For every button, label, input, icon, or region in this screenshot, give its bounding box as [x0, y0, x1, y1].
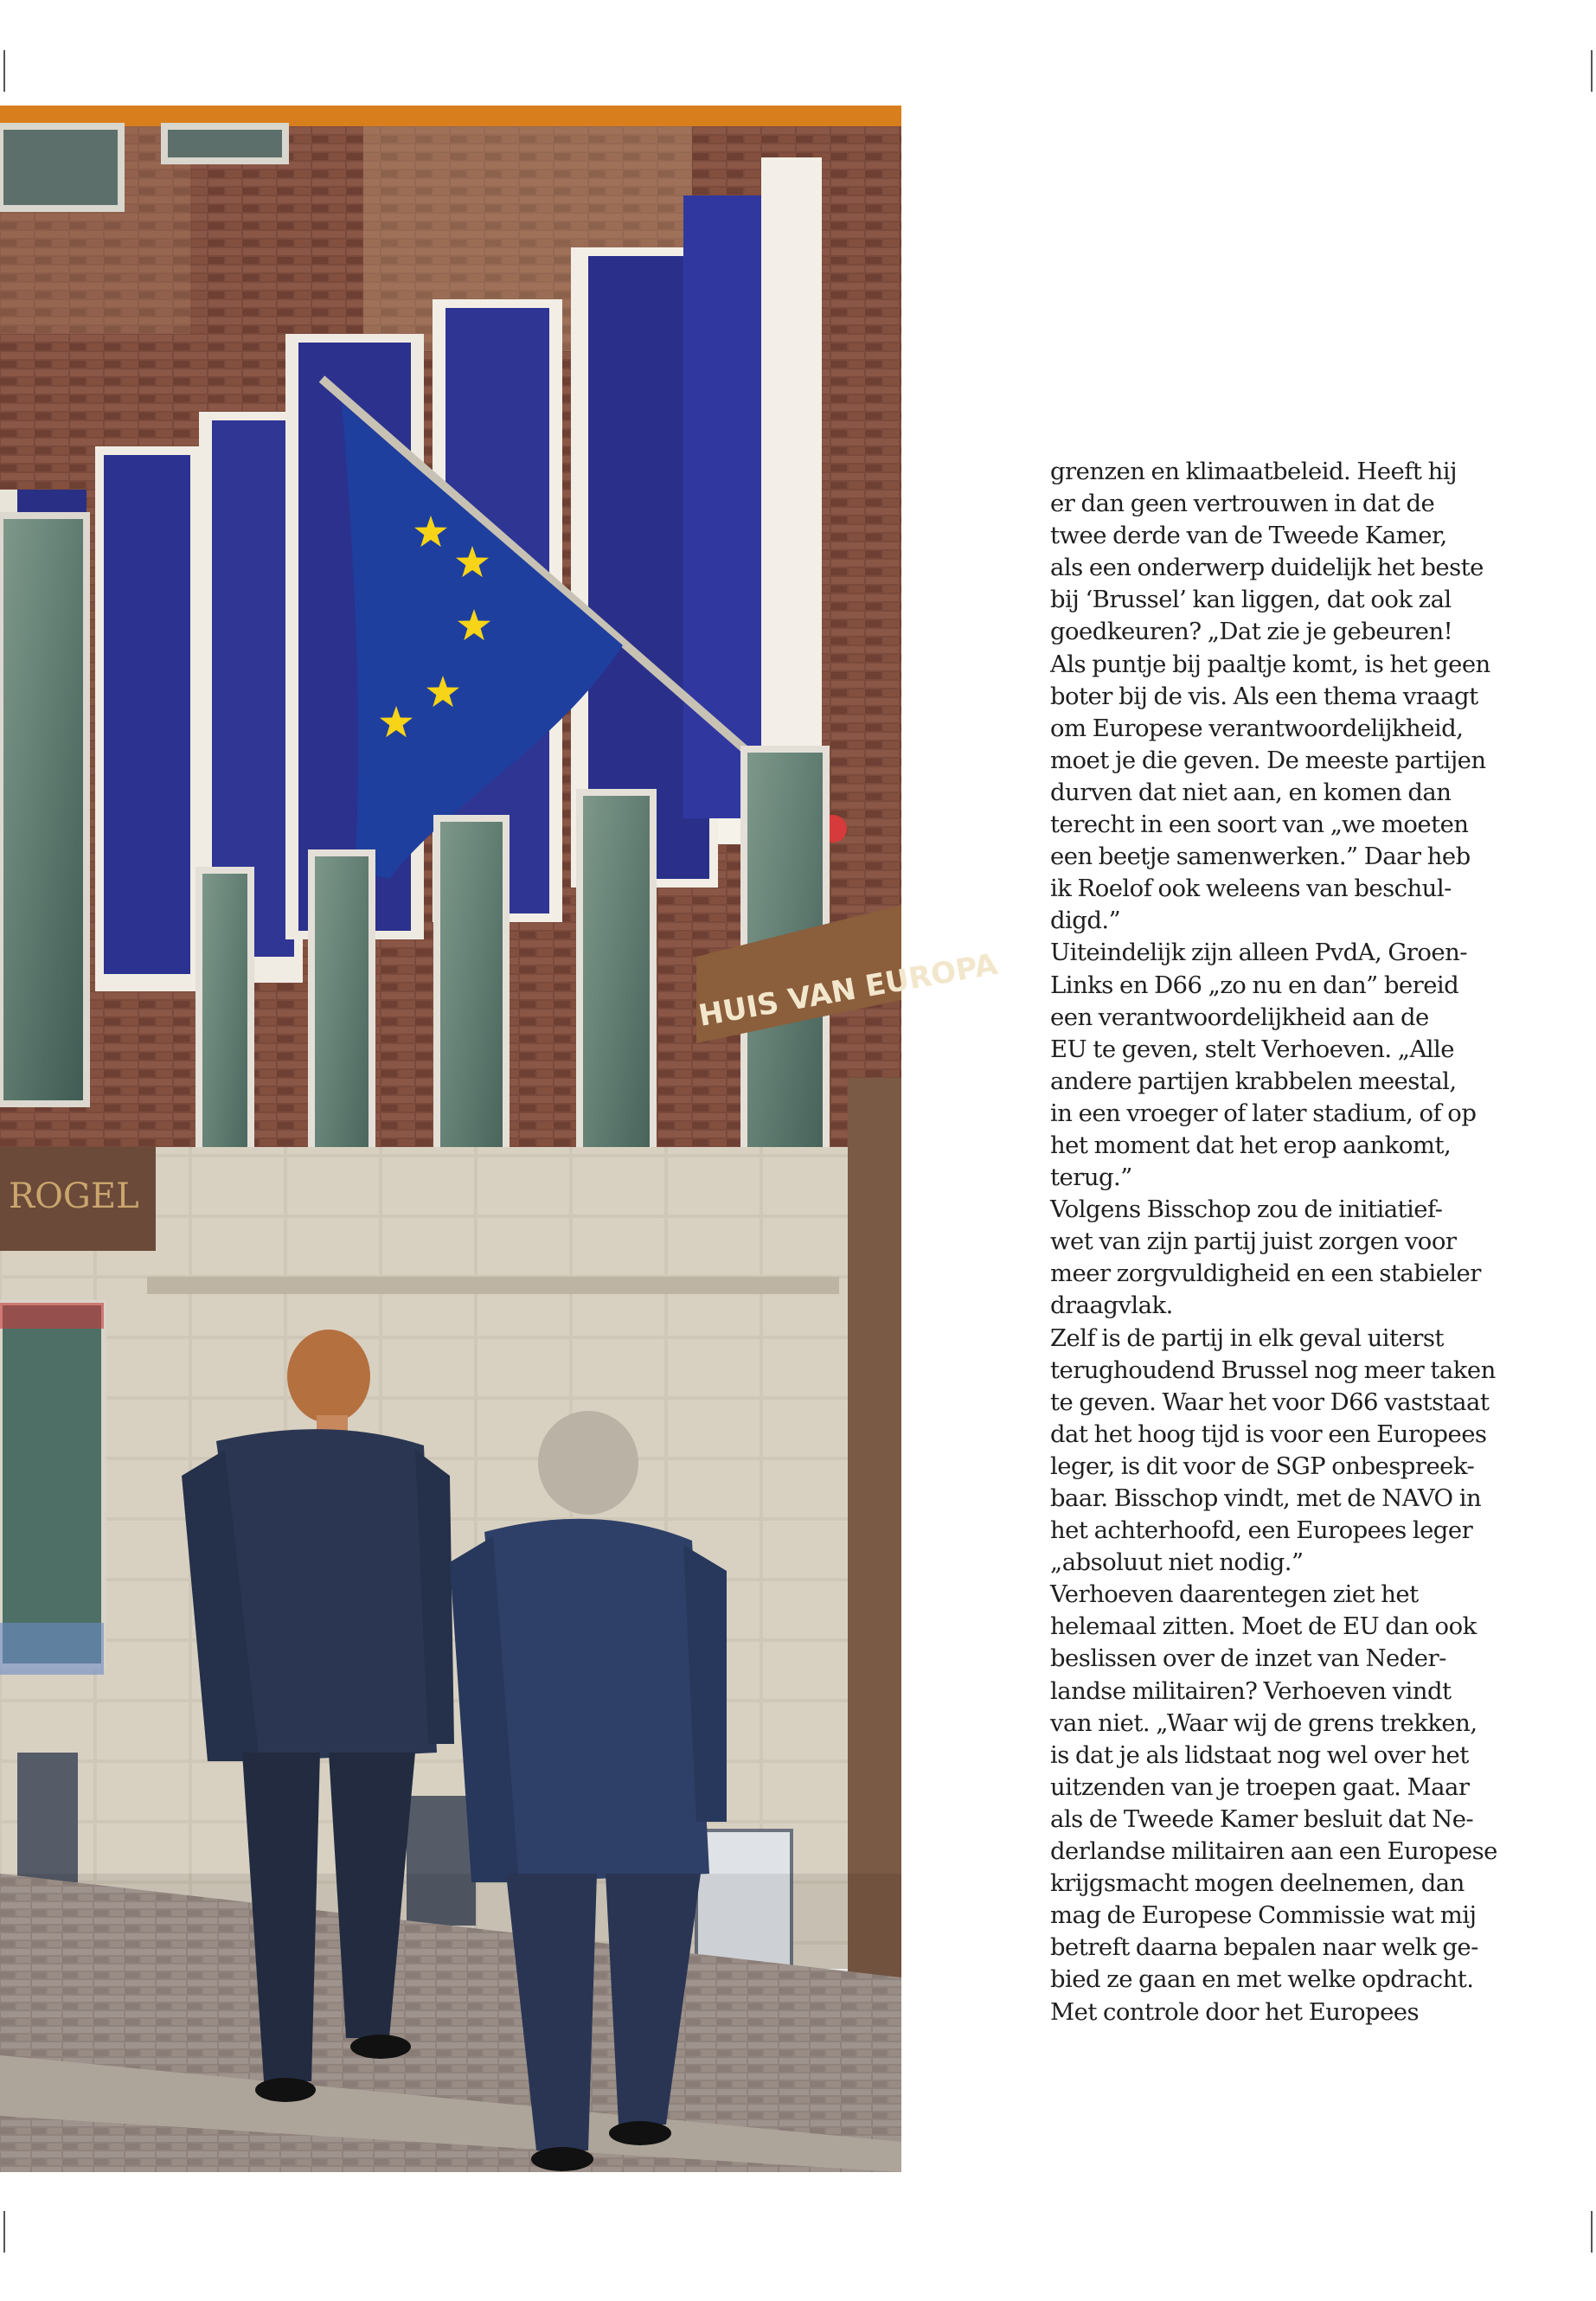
article-line: om Europese verantwoordelijkheid,	[1050, 714, 1464, 742]
article-line: als de Tweede Kamer besluit dat Ne-	[1050, 1804, 1474, 1833]
article-line: moet je die geven. De meeste partijen	[1050, 746, 1486, 774]
article-line: ik Roelof ook weleens van beschul-	[1050, 875, 1452, 903]
article-line: bij ‘Brussel’ kan liggen, dat ook zal	[1050, 586, 1452, 614]
crop-mark-top-left	[3, 50, 5, 92]
article-line: durven dat niet aan, en komen dan	[1050, 778, 1452, 806]
article-line: te geven. Waar het voor D66 vaststaat	[1050, 1388, 1490, 1416]
crop-mark-bottom-right	[1591, 2211, 1593, 2253]
article-line: Uiteindelijk zijn alleen PvdA, Groen-	[1050, 939, 1468, 967]
article-line: een beetje samenwerken.” Daar heb	[1050, 843, 1471, 871]
svg-text:ROGEL: ROGEL	[9, 1176, 139, 1216]
article-line: „absoluut niet nodig.”	[1050, 1548, 1304, 1577]
article-line: krijgsmacht mogen deelnemen, dan	[1050, 1869, 1465, 1898]
article-line: baar. Bisschop vindt, met de NAVO in	[1050, 1484, 1482, 1512]
article-line: Zelf is de partij in elk geval uiterst	[1050, 1324, 1444, 1352]
article-line: dat het hoog tijd is voor een Europees	[1050, 1420, 1487, 1448]
article-line: Als puntje bij paaltje komt, is het geen	[1050, 650, 1490, 678]
article-line: terecht in een soort van „we moeten	[1050, 811, 1469, 839]
article-line: twee derde van de Tweede Kamer,	[1050, 522, 1447, 550]
article-line: derlandse militairen aan een Europese	[1050, 1837, 1497, 1866]
article-line: mag de Europese Commissie wat mij	[1050, 1901, 1477, 1930]
article-line: draagvlak.	[1050, 1292, 1173, 1320]
article-column	[1050, 456, 1500, 2029]
svg-text:HUIS VAN EUROPA: HUIS VAN EUROPA	[695, 946, 1000, 1034]
crop-mark-top-right	[1591, 50, 1593, 92]
article-line: terug.”	[1050, 1163, 1132, 1192]
article-line: beslissen over de inzet van Neder-	[1050, 1644, 1446, 1673]
article-line: digd.”	[1050, 907, 1121, 935]
article-line: grenzen en klimaatbeleid. Heeft hij	[1050, 458, 1457, 485]
article-line: leger, is dit voor de SGP onbespreek-	[1050, 1452, 1475, 1480]
article-line: Verhoeven daarentegen ziet het	[1050, 1580, 1419, 1609]
article-line: EU te geven, stelt Verhoeven. „Alle	[1050, 1035, 1454, 1063]
article-line: boter bij de vis. Als een thema vraagt	[1050, 682, 1478, 710]
article-line: andere partijen krabbelen meestal,	[1050, 1067, 1457, 1095]
article-line: terughoudend Brussel nog meer taken	[1050, 1356, 1496, 1384]
article-line: als een onderwerp duidelijk het beste	[1050, 554, 1484, 582]
article-line: uitzenden van je troepen gaat. Maar	[1050, 1772, 1470, 1801]
orange-accent-bar	[0, 106, 901, 126]
article-line: helemaal zitten. Moet de EU dan ook	[1050, 1612, 1477, 1641]
article-line: landse militairen? Verhoeven vindt	[1050, 1676, 1452, 1705]
article-line: een verantwoordelijkheid aan de	[1050, 1003, 1429, 1031]
article-line: van niet. „Waar wij de grens trekken,	[1050, 1708, 1477, 1737]
article-line: er dan geen vertrouwen in dat de	[1050, 490, 1435, 518]
article-line: wet van zijn partij juist zorgen voor	[1050, 1227, 1457, 1256]
article-line: het achterhoofd, een Europees leger	[1050, 1516, 1473, 1545]
article-line: Volgens Bisschop zou de initiatief-	[1050, 1195, 1443, 1224]
article-line: het moment dat het erop aankomt,	[1050, 1131, 1452, 1159]
article-line: Links en D66 „zo nu en dan” bereid	[1050, 971, 1459, 999]
article-line: Met controle door het Europees	[1050, 1997, 1420, 2026]
article-line: is dat je als lidstaat nog wel over het	[1050, 1740, 1469, 1769]
article-line: meer zorgvuldigheid en een stabieler	[1050, 1259, 1481, 1288]
article-line: goedkeuren? „Dat zie je gebeuren!	[1050, 618, 1453, 646]
crop-mark-bottom-left	[3, 2211, 5, 2253]
article-line: in een vroeger of later stadium, of op	[1050, 1099, 1477, 1127]
article-line: betreft daarna bepalen naar welk ge-	[1050, 1933, 1478, 1962]
article-line: bied ze gaan en met welke opdracht.	[1050, 1965, 1474, 1994]
photo-eu-flags-building	[0, 126, 1000, 2172]
